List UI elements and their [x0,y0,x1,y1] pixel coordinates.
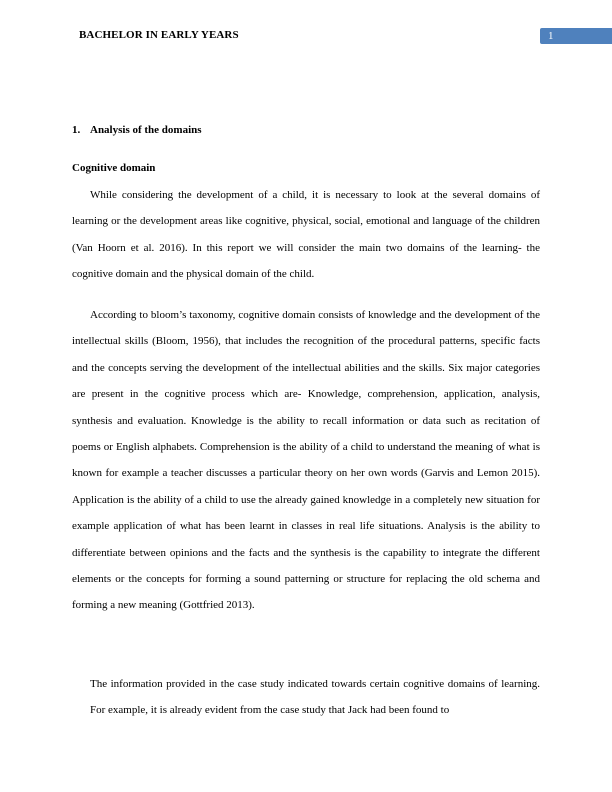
subsection-heading: Cognitive domain [72,162,156,174]
page-number: 1 [548,30,554,42]
section-number: 1. [72,124,81,136]
page-number-badge [540,28,612,44]
section-heading [72,124,202,136]
paragraph-3: The information provided in the case study indicated towards certain cognitive domains of learning. For example, it is already evident from the case study that Jack had been found to [90,678,540,717]
paragraph-2: According to bloom’s taxonomy, cognitive domain consists of knowledge and the development of the intellectual skills (Bloom, 1956), that includes the recognition of the procedural patterns, specific facts and the concepts serving the development of the intellectual abilities and the skills. Six major categories are present in the cognitive process which are- Knowledge, comprehension, application, analysis, synthesis and evaluation. Knowledge is the ability to recall information or data such as recitation of poems or English alphabets. Comprehension is the ability of a child to understand the meaning of what is known for example a teacher discusses a particular theory on her own words (Garvis and Lemon 2015). Application is the ability of a child to use the already gained knowledge in a completely new situation for example application of what has been learnt in classes in real life situations. Analysis is the ability to differentiate between opinions and the facts and the synthesis is the capability to integrate the different elements or the concepts for forming a sound patterning or structure for replacing the old schema and forming a new meaning (Gottfried 2013). [72,309,540,612]
paragraph-1: While considering the development of a child, it is necessary to look at the several domains of learning or the development areas like cognitive, physical, social, emotional and language of the children (Van Hoorn et al. 2016). In this report we will consider the main two domains of the learning- the cognitive domain and the physical domain of the child. [72,189,540,281]
running-header-title: BACHELOR IN EARLY YEARS [79,29,239,41]
section-title: Analysis of the domains [90,124,202,136]
